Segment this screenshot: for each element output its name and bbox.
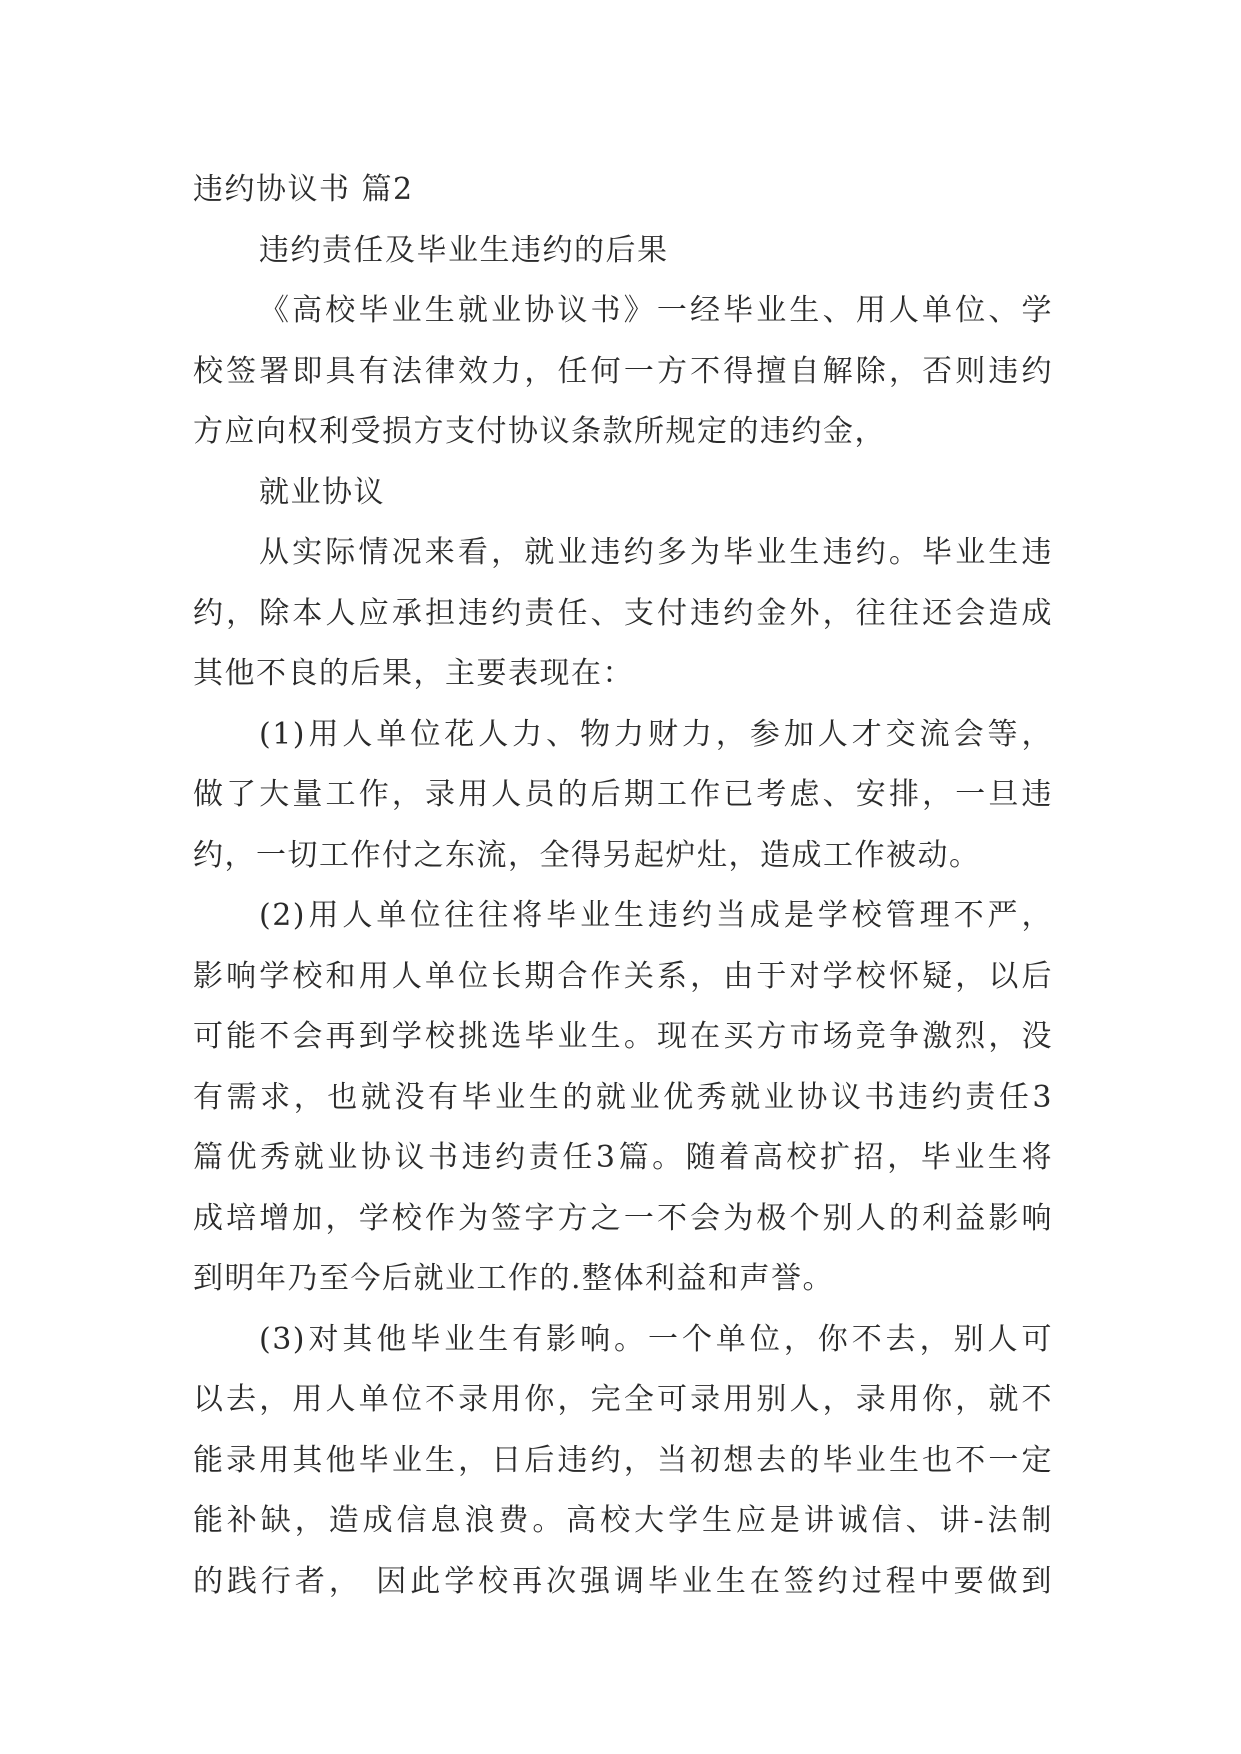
line-text: 做了大量工作，录用人员的后期工作已考虑、安排，一旦违 — [193, 777, 1053, 812]
line-text: 能补缺，造成信息浪费。高校大学生应是讲诚信、讲-法制 — [193, 1503, 1053, 1538]
line-text: 篇优秀就业协议书违约责任3篇。随着高校扩招，毕业生将 — [193, 1140, 1053, 1175]
line-text: 从实际情况来看，就业违约多为毕业生违约。毕业生违 — [259, 535, 1053, 570]
paragraph-line — [193, 947, 1053, 1008]
paragraph-line — [193, 886, 1053, 947]
line-text: 校签署即具有法律效力，任何一方不得擅自解除，否则违约 — [193, 353, 1053, 389]
paragraph-line — [193, 705, 1053, 766]
paragraph-line — [193, 765, 1053, 826]
line-text: 违约责任及毕业生违约的后果 — [259, 232, 669, 268]
paragraph-line — [193, 1310, 1053, 1371]
line-text: 的践行者， 因此学校再次强调毕业生在签约过程中要做到 — [193, 1563, 1053, 1599]
paragraph-line — [193, 1370, 1053, 1431]
line-text: (1)用人单位花人力、物力财力，参加人才交流会等， — [259, 716, 1053, 752]
paragraph-line — [193, 644, 1053, 705]
paragraph-line — [193, 1249, 1053, 1310]
line-text: 成培增加，学校作为签字方之一不会为极个别人的利益影响 — [193, 1200, 1053, 1236]
paragraph-line — [193, 281, 1053, 342]
paragraph-line — [193, 1007, 1053, 1068]
line-text: 其他不良的后果，主要表现在： — [193, 656, 634, 691]
paragraph-line — [193, 1552, 1053, 1613]
line-text: 可能不会再到学校挑选毕业生。现在买方市场竞争激烈，没 — [193, 1019, 1053, 1054]
line-text: 以去，用人单位不录用你，完全可录用别人，录用你，就不 — [193, 1382, 1053, 1417]
line-text: 有需求，也就没有毕业生的就业优秀就业协议书违约责任3 — [193, 1079, 1053, 1115]
paragraph-line — [193, 402, 1053, 463]
paragraph-line — [193, 463, 1053, 524]
paragraph-line — [193, 1068, 1053, 1129]
line-text: 就业协议 — [259, 474, 385, 510]
paragraph-line — [193, 584, 1053, 645]
line-text: 影响学校和用人单位长期合作关系，由于对学校怀疑，以后 — [193, 958, 1053, 994]
line-text: 违约协议书 篇2 — [193, 172, 414, 207]
paragraph-line — [193, 1189, 1053, 1250]
line-text: 方应向权利受损方支付协议条款所规定的违约金， — [193, 414, 886, 449]
document-title-line — [193, 160, 1053, 221]
paragraph-line — [193, 221, 1053, 282]
document-body — [193, 160, 1053, 1612]
paragraph-line — [193, 1491, 1053, 1552]
paragraph-line — [193, 342, 1053, 403]
paragraph-line — [193, 1431, 1053, 1492]
paragraph-line — [193, 523, 1053, 584]
line-text: (3)对其他毕业生有影响。一个单位，你不去，别人可 — [259, 1321, 1053, 1357]
paragraph-line — [193, 826, 1053, 887]
paragraph-line — [193, 1128, 1053, 1189]
line-text: 能录用其他毕业生，日后违约，当初想去的毕业生也不一定 — [193, 1442, 1053, 1478]
line-text: 约，除本人应承担违约责任、支付违约金外，往往还会造成 — [193, 595, 1053, 631]
line-text: 约，一切工作付之东流，全得另起炉灶，造成工作被动。 — [193, 837, 981, 873]
line-text: 《高校毕业生就业协议书》一经毕业生、用人单位、学 — [259, 293, 1053, 328]
line-text: 到明年乃至今后就业工作的.整体利益和声誉。 — [193, 1261, 835, 1296]
line-text: (2)用人单位往往将毕业生违约当成是学校管理不严， — [259, 898, 1053, 933]
